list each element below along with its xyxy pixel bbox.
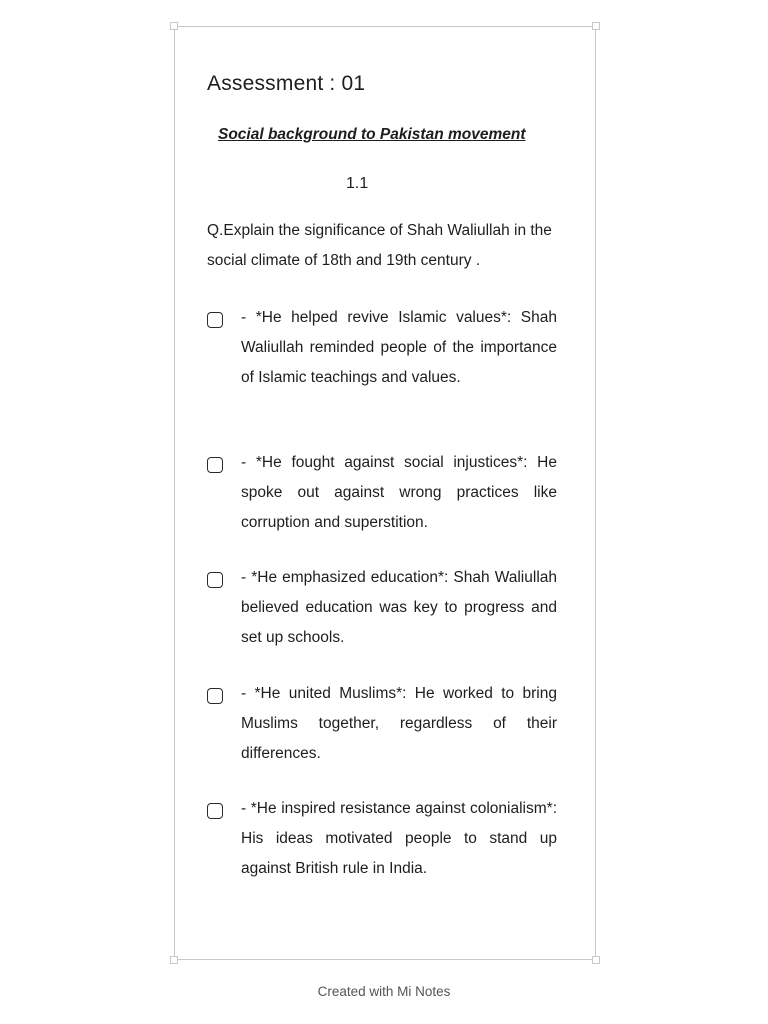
corner-ornament xyxy=(170,956,178,964)
checklist-item-text: - *He united Muslims*: He worked to bring Muslims together, regardless of their differences. xyxy=(241,685,557,762)
corner-ornament xyxy=(170,22,178,30)
note-subtitle: Social background to Pakistan movement xyxy=(218,126,526,143)
checklist-item-text: - *He emphasized education*: Shah Waliullah believed education was key to progress and set up schools. xyxy=(241,569,557,646)
checkbox[interactable] xyxy=(207,688,223,704)
checkbox[interactable] xyxy=(207,572,223,588)
checkbox[interactable] xyxy=(207,457,223,473)
corner-ornament xyxy=(592,22,600,30)
note-title: Assessment : 01 xyxy=(207,72,366,95)
checklist-item-text: - *He inspired resistance against colonialism*: His ideas motivated people to stand up against British rule in India. xyxy=(241,800,557,877)
question-text: Q.Explain the significance of Shah Waliullah in the social climate of 18th and 19th century . xyxy=(207,222,552,269)
footer-credit: Created with Mi Notes xyxy=(317,984,451,999)
checklist-item-text: - *He fought against social injustices*: He spoke out against wrong practices like corruption and superstition. xyxy=(241,454,557,531)
section-number: 1.1 xyxy=(346,175,369,192)
checkbox[interactable] xyxy=(207,312,223,328)
corner-ornament xyxy=(592,956,600,964)
checklist-item-text: - *He helped revive Islamic values*: Shah Waliullah reminded people of the importance of Islamic teachings and values. xyxy=(241,309,557,386)
checkbox[interactable] xyxy=(207,803,223,819)
